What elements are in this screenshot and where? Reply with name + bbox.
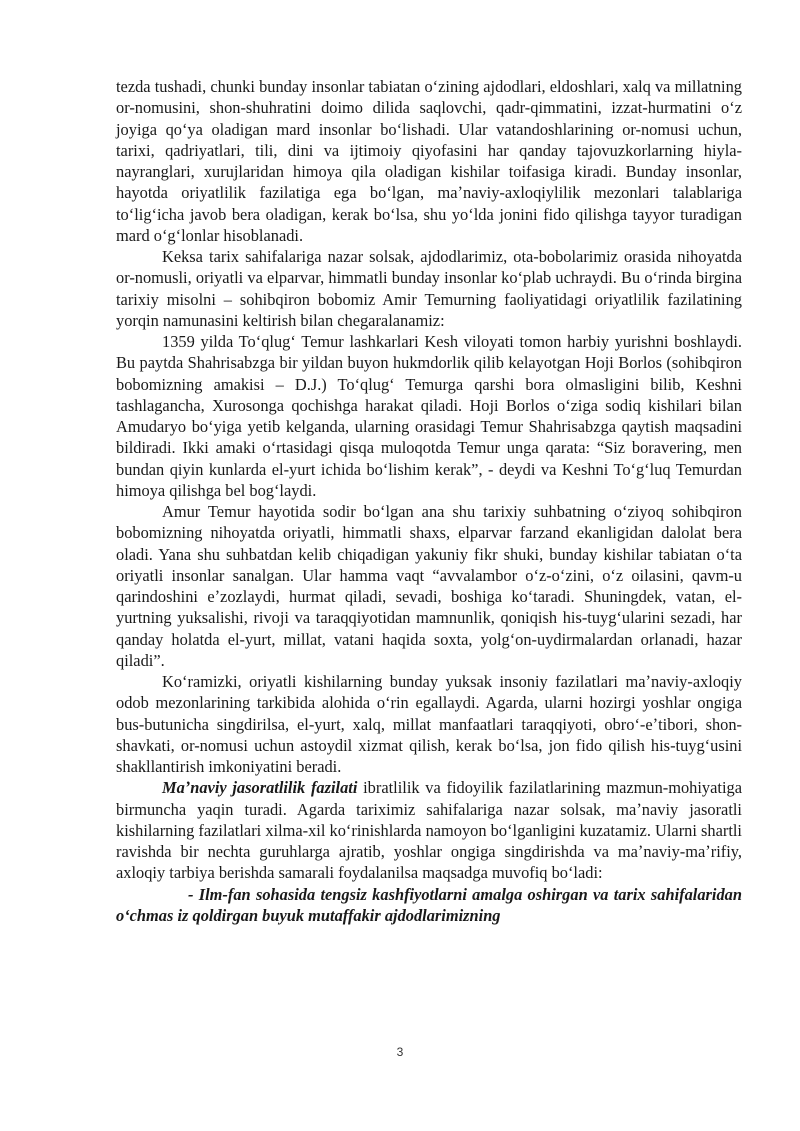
emphasis-term: Maʼnaviy jasoratlilik fazilati [162,778,358,798]
bullet-item: - Ilm-fan sohasida tengsiz kashfiyotlarni amalga oshirgan va tarix sahifalaridan oʻchmas iz qoldirgan buyuk mutaffakir ajdodlarimizning [116,884,742,925]
paragraph-1: tezda tushadi, chunki bunday insonlar tabiatan oʻzining ajdodlari, eldoshlari, xalq va millatning or-nomusini, shon-shuhratini doimo dilida saqlovchi, qadr-qimmatini, izzat-hurmatini oʻz joyiga qoʻya oladigan mard insonlar boʻlishadi. Ular vatandoshlarining or-nomusi uchun, tarixi, qadriyatlari, tili, dini va ijtimoiy qiyofasini har qanday tajovuzkorlarning hiyla-nayranglari, xurujlaridan himoya qila oladigan kishilar toifasiga kiradi. Bunday insonlar, hayotda oriyatlilik fazilatiga ega boʻlgan, maʼnaviy-axloqiylilik mezonlari talablariga toʻligʻicha javob bera oladigan, kerak boʻlsa, shu yoʻlda jonini fido qilishga tayyor turadigan mard oʻgʻlonlar hisoblanadi. [116,77,742,245]
paragraph-2: Keksa tarix sahifalariga nazar solsak, ajdodlarimiz, ota-bobolarimiz orasida nihoyatda or-nomusli, oriyatli va elparvar, himmatli bunday insonlar koʻplab uchraydi. Bu oʻrinda birgina tarixiy misolni – sohibqiron bobomiz Amir Temurning faoliyatidagi oriyatlilik fazilatining yorqin namunasini keltirish bilan chegaralanamiz: [116,247,742,330]
paragraph-6-text: ibratlilik va fidoyilik fazilatlarining mazmun-mohiyatiga birmuncha yaqin turadi. Agarda tariximiz sahifalariga nazar solsak, maʼnaviy jasoratli kishilarning fazilatlari xilma-xil koʻrinishlarda namoyon boʻlganligini kuzatamiz. Ularni shartli ravishda bir nechta guruhlarga ajratib, yoshlar ongiga singdirishda va maʼnaviy-maʼrifiy, axloqiy tarbiya berishda samarali foydalanilsa maqsadga muvofiq boʻladi: [116,778,742,883]
page-number: 3 [396,1045,404,1059]
paragraph-3: 1359 yilda Toʻqlugʻ Temur lashkarlari Kesh viloyati tomon harbiy yurishni boshlaydi. Bu paytda Shahrisabzga bir yildan buyon hukmdorlik qilib kelayotgan Hoji Borlos (sohibqiron bobomizning amakisi – D.J.) Toʻqlugʻ Temurga qarshi bora olmasligini bilib, Keshni tashlagancha, Xurosonga qochishga harakat qiladi. Hoji Borlos oʻziga sodiq kishilari bilan Amudaryo boʻyiga yetib kelganda, ularning orasidagi Temur Shahrisabzga qaytish maqsadini bildiradi. Ikki amaki oʻrtasidagi qisqa muloqotda Temur unga qarata: “Siz boravering, men bundan qiyin kunlarda el-yurt ichida boʻlishim kerak”, - deydi va Keshni Toʻgʻluq Temurdan himoya qilishga bel bogʻlaydi. [116,332,742,500]
paragraph-4: Amur Temur hayotida sodir boʻlgan ana shu tarixiy suhbatning oʻziyoq sohibqiron bobomizning nihoyatda oriyatli, himmatli shaxs, elparvar farzand ekanligidan dalolat bera oladi. Yana shu suhbatdan kelib chiqadigan yakuniy fikr shuki, bunday kishilar tabiatan oʻta oriyatli insonlar sanalgan. Ular hamma vaqt “avvalambor oʻz-oʻzini, oʻz oilasini, qavm-u qarindoshini eʼzozlaydi, hurmat qiladi, sevadi, boshiga koʻtaradi. Shuningdek, vatan, el-yurtning yuksalishi, rivoji va taraqqiyotidan mamnunlik, qoniqish his-tuygʻularini sezadi, har qanday holatda el-yurt, millat, vatani haqida soxta, yolgʻon-uydirmalardan orlanadi, hazar qiladi”. [116,502,742,670]
body-text [116,76,742,926]
paragraph-5: Koʻramizki, oriyatli kishilarning bunday yuksak insoniy fazilatlari maʼnaviy-axloqiy odob mezonlarining tarkibida alohida oʻrin egallaydi. Agarda, ularni hozirgi yoshlar ongiga bus-butunicha singdirilsa, el-yurt, xalq, millat manfaatlari taraqqiyoti, obroʻ-eʼtibori, shon-shavkati, or-nomusi uchun astoydil xizmat qilish, kerak boʻlsa, jon fido qilish his-tuygʻusini shakllantirish imkoniyatini beradi. [116,672,742,776]
paragraph-6 [116,777,742,883]
